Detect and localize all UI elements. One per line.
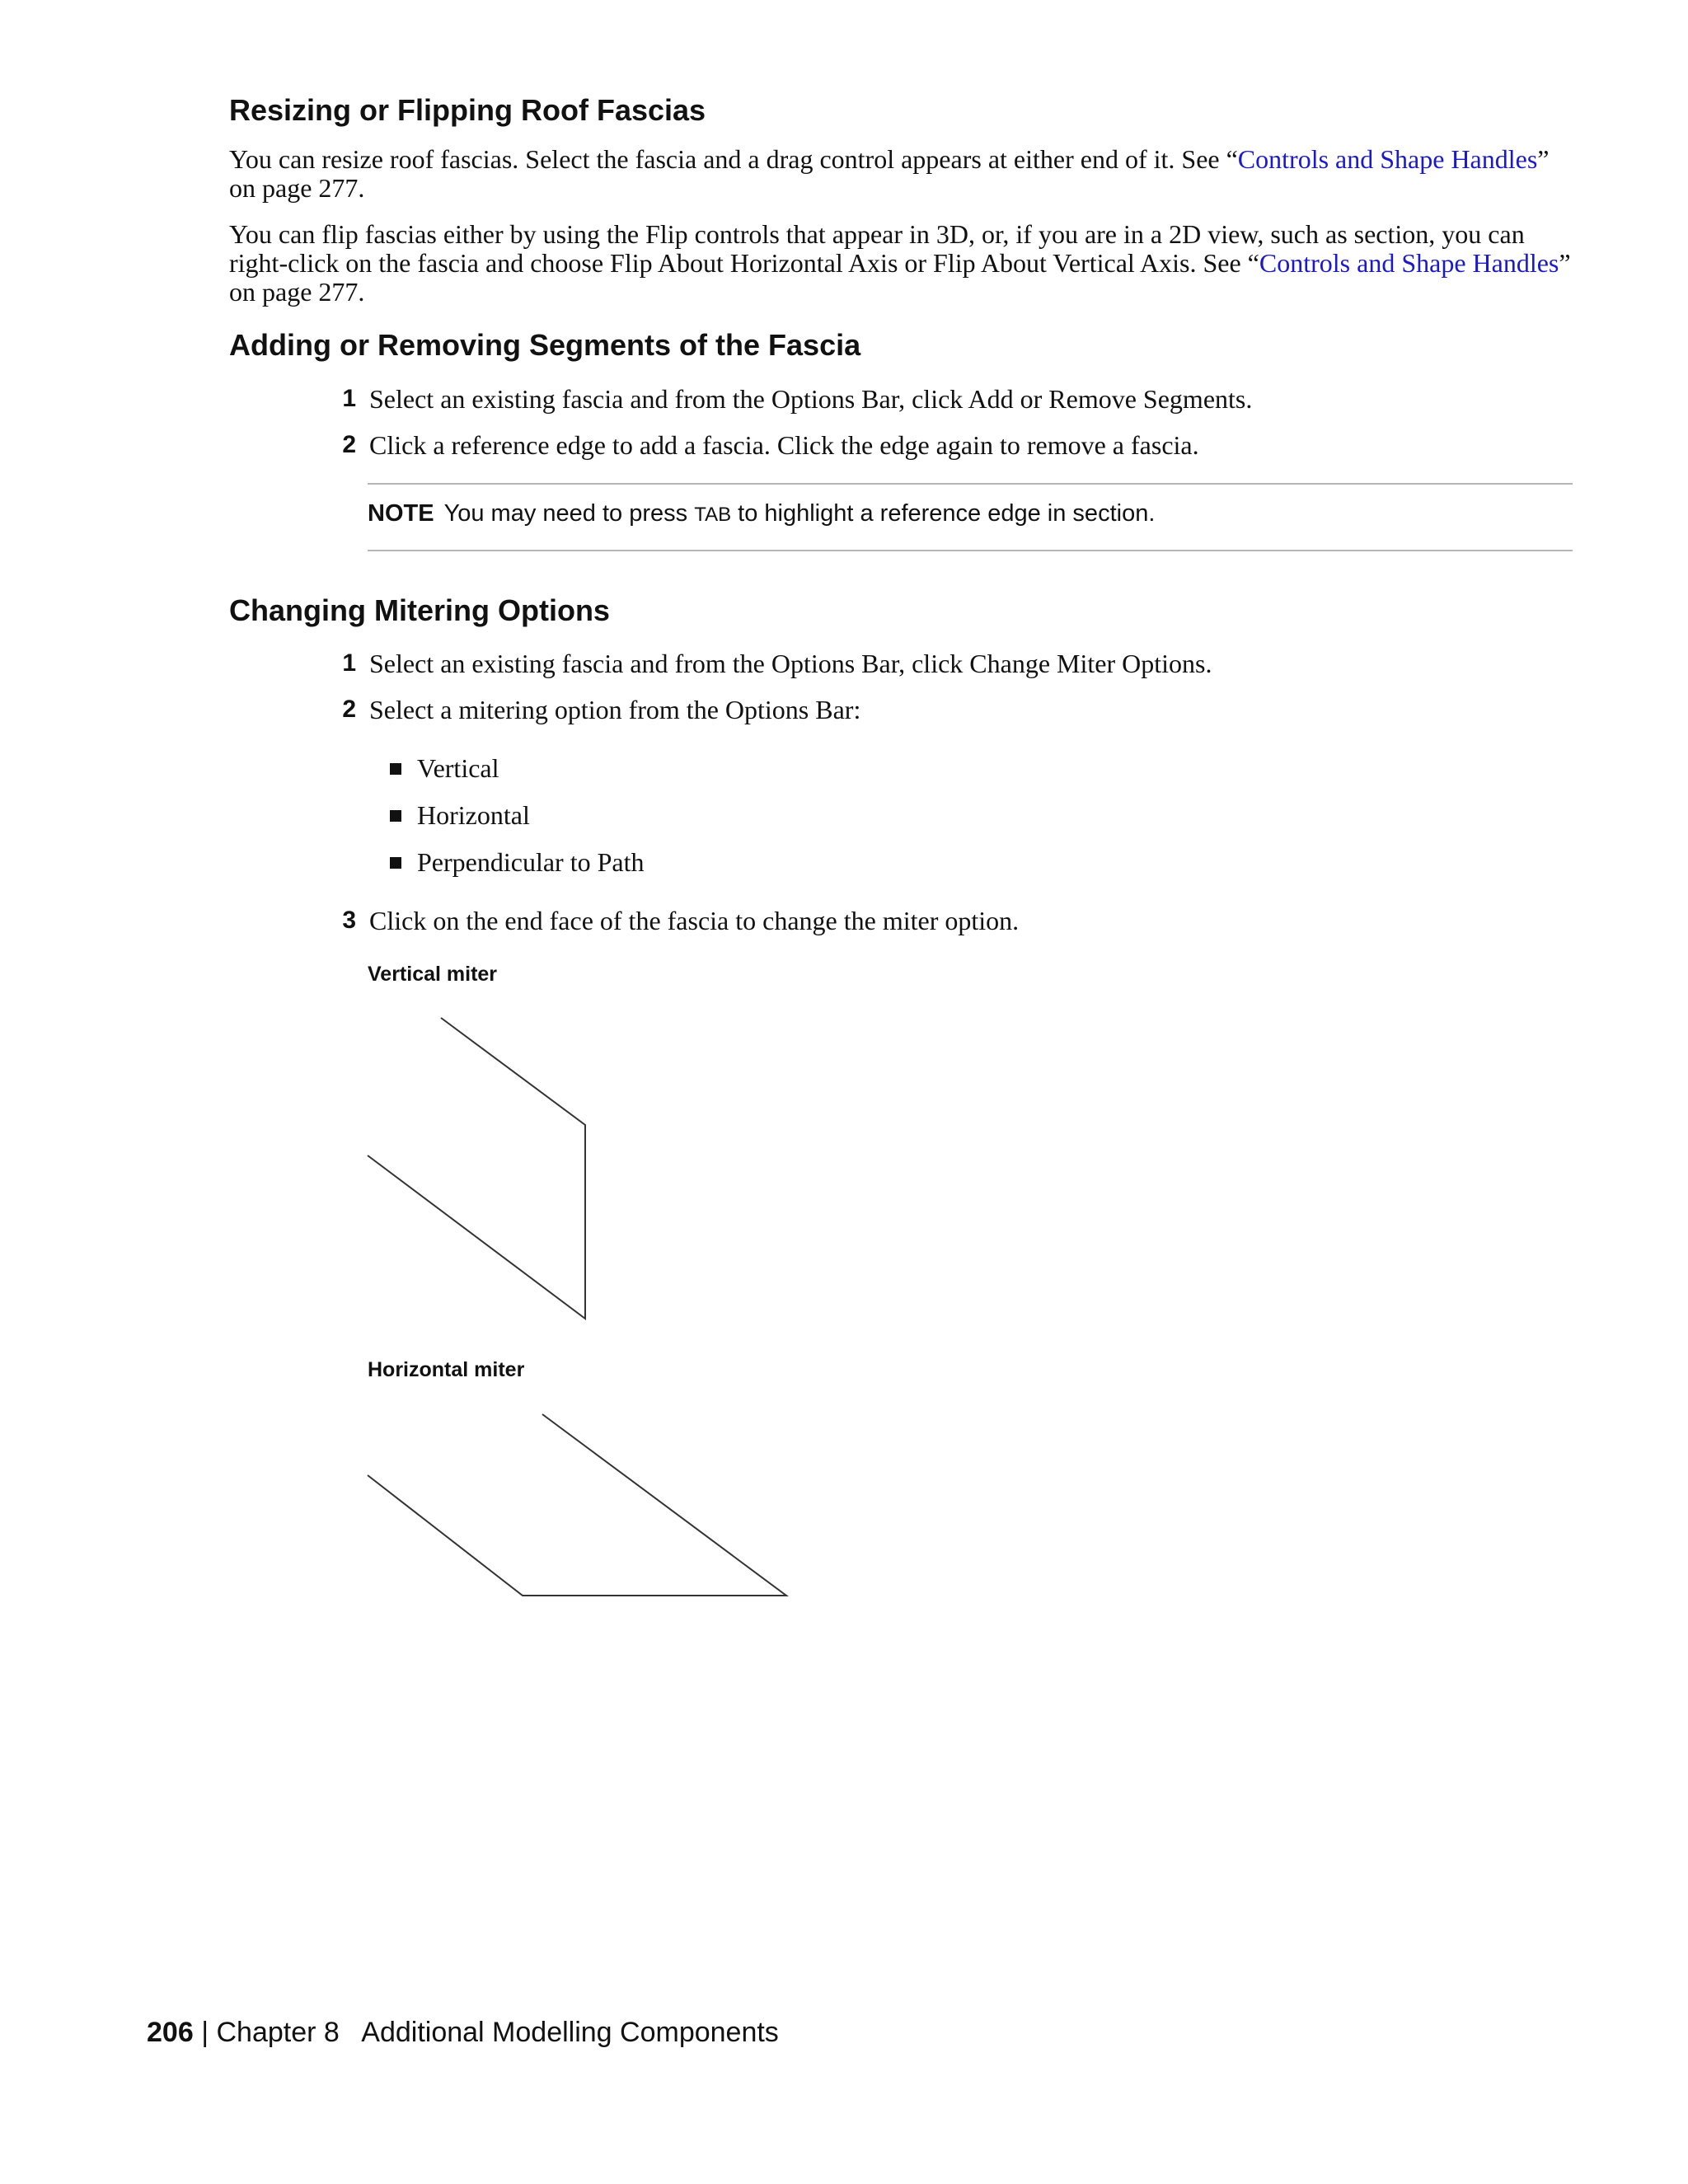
step-number: 1 bbox=[342, 649, 356, 677]
paragraph-text: You can flip fascias either by using the Flip controls that appear in 3D, or, if you are in a 2D view, such as section, you can right-click on the fascia and choose Flip About Horizontal Axis or Flip About Vertical Axis. See “ bbox=[229, 219, 1525, 278]
note-text: You may need to press bbox=[443, 500, 695, 527]
note-box bbox=[368, 500, 1155, 527]
bullet-text: Perpendicular to Path bbox=[417, 847, 645, 877]
step-text: Click a reference edge to add a fascia. Click the edge again to remove a fascia. bbox=[369, 430, 1199, 460]
paragraph-resize bbox=[229, 145, 1573, 203]
note-bottom-rule bbox=[368, 550, 1573, 551]
bullet-square-icon bbox=[390, 810, 401, 822]
step-text: Select a mitering option from the Options Bar: bbox=[369, 695, 861, 724]
step-number: 1 bbox=[342, 385, 356, 412]
footer-chapter: Chapter 8 bbox=[216, 2017, 340, 2048]
controls-shape-handles-link[interactable]: Controls and Shape Handles bbox=[1259, 248, 1559, 278]
bullet-text: Vertical bbox=[417, 753, 499, 783]
step-number: 2 bbox=[342, 431, 356, 458]
step-text: Select an existing fascia and from the Options Bar, click Add or Remove Segments. bbox=[369, 384, 1253, 414]
bullet-square-icon bbox=[390, 763, 401, 775]
vertical-miter-figure bbox=[363, 1010, 610, 1339]
note-top-rule bbox=[368, 483, 1573, 485]
section-heading-mitering: Changing Mitering Options bbox=[229, 593, 610, 627]
note-label: NOTE bbox=[368, 500, 434, 527]
section-heading-segments: Adding or Removing Segments of the Fascia bbox=[229, 328, 861, 362]
step-number: 2 bbox=[342, 696, 356, 723]
figure-caption-vertical: Vertical miter bbox=[368, 963, 498, 986]
page-number: 206 bbox=[147, 2017, 194, 2048]
page-footer bbox=[147, 2017, 779, 2049]
miter-edge-line bbox=[368, 1018, 585, 1319]
miter-edge-line bbox=[368, 1414, 786, 1596]
step-text: Select an existing fascia and from the Options Bar, click Change Miter Options. bbox=[369, 649, 1212, 678]
bullet-square-icon bbox=[390, 857, 401, 869]
footer-separator: | bbox=[201, 2017, 209, 2048]
note-text: to highlight a reference edge in section. bbox=[731, 500, 1156, 527]
controls-shape-handles-link[interactable]: Controls and Shape Handles bbox=[1237, 144, 1538, 174]
horizontal-miter-figure bbox=[363, 1401, 791, 1599]
bullet-text: Horizontal bbox=[417, 800, 530, 830]
note-key: TAB bbox=[694, 504, 732, 526]
step-text: Click on the end face of the fascia to change the miter option. bbox=[369, 906, 1020, 935]
footer-title: Additional Modelling Components bbox=[361, 2017, 779, 2048]
paragraph-text: ” on page 277. bbox=[229, 248, 1571, 307]
step-number: 3 bbox=[342, 907, 356, 934]
paragraph-text: ” on page 277. bbox=[229, 144, 1550, 203]
section-heading-resizing: Resizing or Flipping Roof Fascias bbox=[229, 93, 706, 127]
paragraph-flip bbox=[229, 220, 1573, 307]
figure-caption-horizontal: Horizontal miter bbox=[368, 1358, 525, 1381]
paragraph-text: You can resize roof fascias. Select the fascia and a drag control appears at either end of it. See “ bbox=[229, 144, 1238, 174]
